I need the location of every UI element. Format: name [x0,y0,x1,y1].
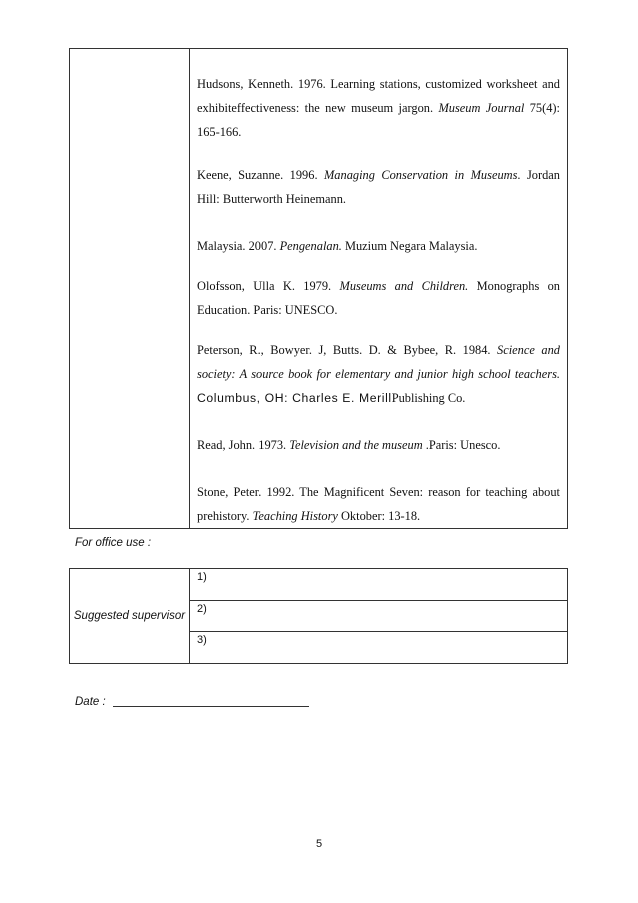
supervisor-slot-3[interactable]: 3) [190,632,568,664]
reference-olofsson: Olofsson, Ulla K. 1979. Museums and Children. Monographs on Education. Paris: UNESCO. [197,279,561,317]
reference-keene: Keene, Suzanne. 1996. Managing Conservation in Museums. Jordan Hill: Butterworth Heinemann. [197,168,560,206]
reference-stone: Stone, Peter. 1992. The Magnificent Seven: reason for teaching about prehistory. Teaching History Oktober: 13-18. [197,485,560,523]
date-underline[interactable] [113,706,309,707]
date-field [75,696,309,708]
reference-read: Read, John. 1973. Television and the museum .Paris: Unesco. [197,438,501,452]
office-use-table [69,568,568,664]
references-list-cell [190,49,568,529]
supervisor-slot-1[interactable]: 1) [190,569,568,601]
office-use-label: For office use : [75,537,152,549]
references-list [190,49,567,528]
reference-peterson: Peterson, R., Bowyer. J, Butts. D. & Bybee, R. 1984. Science and society: A source book for elementary and junior high school teachers. Columbus, OH: Charles E. MerillPublishing Co. [197,343,560,405]
page-number: 5 [315,838,323,850]
references-table [69,48,568,529]
suggested-supervisor-label: Suggested supervisor [70,569,190,664]
date-label: Date : [75,696,109,708]
supervisor-slot-2[interactable]: 2) [190,600,568,632]
references-label-cell [70,49,190,529]
reference-hudsons: Hudsons, Kenneth. 1976. Learning stations, customized worksheet and exhibiteffectiveness: the new museum jargon. Museum Journal 75(4): 165-166. [197,77,560,139]
reference-malaysia: Malaysia. 2007. Pengenalan. Muzium Negara Malaysia. [197,239,478,253]
